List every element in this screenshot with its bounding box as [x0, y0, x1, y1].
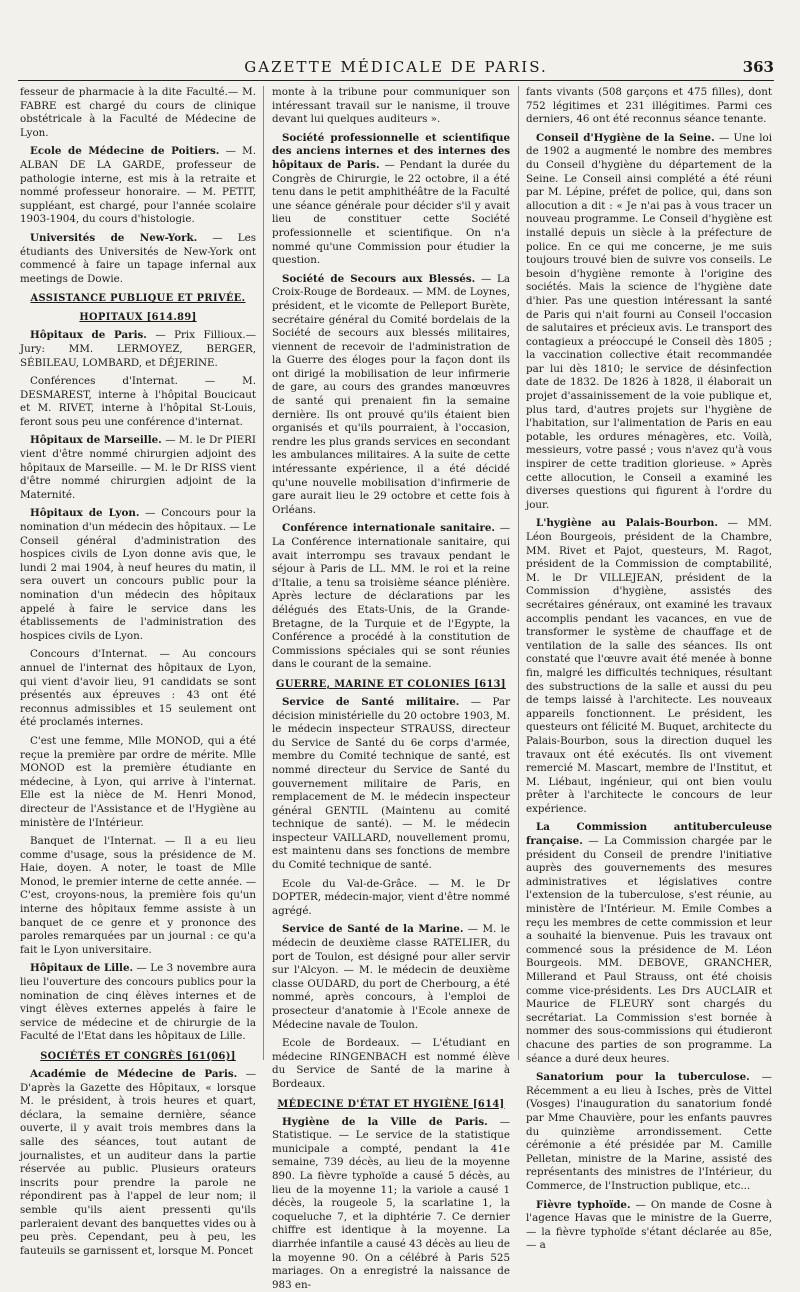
article-paragraph: [20, 86, 256, 140]
article-paragraph: [272, 1037, 510, 1091]
section-heading: ASSISTANCE PUBLIQUE ET PRIVÉE.: [30, 293, 246, 305]
article-text: — La Croix-Rouge de Bordeaux. — MM. de Loynes, président, et le vicomte de Pelleport Burète, secrétaire général du Comité bordelais de la Société de secours aux blessés militaires, viennent de recevoir de l'administration de la Guerre des éloges pour la façon dont ils ont dirigé la mobilisation de leur infirmerie de gare, au cours des grandes manœuvres de santé qui prenaient fin la semaine dernière. Ils ont prouvé qu'ils étaient bien organisés et qu'ils pourraient, à l'occasion, rendre les plus grands services en secondant les ambulances militaires. A la suite de cette intéressante expérience, il a été décidé qu'une nouvelle mobilisation d'infirmerie de gare aurait lieu le 29 octobre et cette fois à Orléans.: [272, 272, 510, 516]
article-lead: Hygiène de la Ville de Paris.: [282, 1115, 488, 1128]
article-paragraph: [20, 735, 256, 830]
column-middle: [272, 86, 511, 1291]
article-paragraph: [526, 517, 772, 816]
article-text: fants vivants (508 garçons et 475 filles), dont 752 légitimes et 231 illégitimes. Parmi ces derniers, 46 ont été reconnus séance tenante.: [526, 86, 772, 126]
article-text: — Le 3 novembre aura lieu l'ouverture des concours publics pour la nomination de cinq élèves internes et de vingt élèves externes appelés à faire le service de médecine et de chirurgie de la Faculté de l'Etat dans les hôpitaux de Lille.: [20, 962, 257, 1043]
article-text: Concours d'Internat. — Au concours annuel de l'internat des hôpitaux de Lyon, qui vient d'avoir lieu, 91 candidats se sont présentés aux épreuves : 43 ont été reconnus admissibles et 15 seulement ont été proclamés internes.: [20, 648, 256, 729]
article-paragraph: [20, 375, 256, 429]
article-text: C'est une femme, Mlle MONOD, qui a été reçue la première par ordre de mérite. Mlle MONOD est la première étudiante en médecine, à Lyon, qui arrive à l'internat. Elle est la nièce de M. Henri Monod, directeur de l'Assistance et de l'Hygiène au ministère de l'Intérieur.: [20, 734, 256, 829]
article-text: Banquet de l'Internat. — Il a eu lieu comme d'usage, sous la présidence de M. Haie, doyen. A noter, le toast de Mlle Monod, le premier interne de cette année. — C'est, croyons-nous, la première fois qu'un interne des hôpitaux femme assiste à un banquet de ce genre et y prononce des paroles remarquées par un journal : ce qu'a fait le Lyon universitaire.: [20, 835, 256, 956]
article-text: — Une loi de 1902 a augmenté le nombre des membres du Conseil d'hygiène du département de la Seine. Le Conseil ainsi complété a été réuni par M. Lépine, préfet de police, qui, dans son allocution a dit : « Je n'ai pas à vous tracer un nouveau programme. Le Conseil d'hygiène est installé depuis un siècle à la préfecture de police. En ce qui me concerne, je me suis toujours trouvé bien de suivre vos conseils. Le besoin d'hygiène remonte à l'origine des sociétés. Mais la science de l'hygiène date d'hier. Pas une question intéressant la santé de Paris qui n'ait fourni au Conseil l'occasion de salutaires et précieux avis. Le transport des contagieux a préoccupé le Conseil dès 1805 ; la vaccination collective était recommandée par lui dès 1810; le service de désinfection date de 1832. De 1826 à 1828, il élaborait un projet d'assainissement de la voie publique et, plus tard, d'autres projets sur l'hygiène de l'habitation, sur l'alimentation de Paris en eau potable, les ordures ménagères, etc. Voilà, messieurs, votre passé ; vous n'avez qu'à vous inspirer de cette tradition glorieuse. » Après cette allocution, le Conseil a examiné les diverses questions qui figurent à l'ordre du jour.: [526, 131, 772, 511]
article-lead: Société de Secours aux Blessés.: [282, 272, 476, 285]
article-text: — M. le Dr PIERI vient d'être nommé chirurgien adjoint des hôpitaux de Marseille. — M. le Dr RISS vient d'être nommé chirurgien adjoint de la Maternité.: [20, 434, 256, 501]
article-text: — D'après la Gazette des Hôpitaux, « lorsque M. le président, à trois heures et quart, déclara, la semaine dernière, séance ouverte, il y avait trois membres dans la salle des séances, tout autant de journalistes, et un auditeur dans la partie réservée au public. Plusieurs orateurs inscrits pour prendre la parole ne répondirent pas à l'appel de leur nom; il semble qu'ils aient pressenti qu'ils parleraient devant des banquettes vides ou à peu près. Cependant, peu à peu, les fauteuils se garnissent et, lorsque M. Poncet: [20, 1068, 257, 1257]
article-lead: Hôpitaux de Paris.: [30, 329, 147, 342]
article-text: — M. ALBAN DE LA GARDE, professeur de pathologie interne, est mis à la retraite et nommé professeur honoraire. — M. PETIT, suppléant, est chargé, pour l'année scolaire 1903-1904, du cours d'histologie.: [20, 145, 256, 226]
article-text: — La Conférence internationale sanitaire, qui avait interrompu ses travaux pendant le séjour à Paris de LL. MM. le roi et la reine d'Italie, a tenu sa troisième séance plénière. Après lecture de déclarations par les délégués des Etats-Unis, de la Grande-Bretagne, de la Turquie et de l'Egypte, la Conférence a procédé à la constitution de Commissions spéciales qui se sont réunies dans le courant de la semaine.: [272, 522, 510, 671]
article-lead: Hôpitaux de Lille.: [30, 962, 134, 975]
running-title: GAZETTE MÉDICALE DE PARIS.: [244, 58, 548, 76]
column-divider: [263, 86, 264, 1060]
article-text: Ecole de Bordeaux. — L'étudiant en médecine RINGENBACH est nommé élève du Service de Santé de la marine à Bordeaux.: [272, 1037, 510, 1090]
article-text: — Prix Fillioux.— Jury: MM. LERMOYEZ, BERGER, SÉBILEAU, LOMBARD, et DÉJERINE.: [20, 329, 256, 369]
column-divider: [518, 86, 519, 1060]
article-paragraph: [20, 434, 256, 502]
article-lead: Sanatorium pour la tuberculose.: [536, 1071, 750, 1084]
article-text: — Les étudiants des Universités de New-York ont commencé à faire un tapage infernal aux meetings de Dowie.: [20, 231, 256, 285]
article-paragraph: [20, 962, 256, 1044]
article-paragraph: [526, 132, 772, 513]
article-paragraph: [20, 648, 256, 730]
article-paragraph: [20, 232, 256, 286]
article-lead: Universités de New-York.: [30, 231, 198, 244]
article-paragraph: [20, 835, 256, 957]
article-text: — On mande de Cosne à l'agence Havas que le ministre de la Guerre, — la fièvre typhoïde s'étant déclarée au 85e, — a: [526, 1198, 773, 1252]
article-paragraph: [272, 86, 510, 127]
article-paragraph: [272, 273, 510, 518]
article-lead: Fièvre typhoïde.: [536, 1198, 631, 1211]
article-text: — Concours pour la nomination d'un médecin des hôpitaux. — Le Conseil général d'administration des hospices civils de Lyon donne avis que, le lundi 2 mai 1904, à neuf heures du matin, il sera ouvert un concours public pour la nomination d'un médecin des hôpitaux appelé à faire le service dans les établissements de l'administration des hospices civils de Lyon.: [20, 507, 256, 642]
article-paragraph: [20, 329, 256, 370]
article-text: Ecole du Val-de-Grâce. — M. le Dr DOPTER, médecin-major, vient d'être nommé agrégé.: [272, 877, 510, 917]
article-lead: La Commission antituberculeuse française.: [526, 821, 772, 848]
column-right: [526, 86, 773, 1252]
article-paragraph: [272, 522, 510, 672]
article-paragraph: [272, 923, 510, 1032]
article-lead: Service de Santé militaire.: [282, 695, 460, 708]
article-text: — Récemment a eu lieu à Isches, près de Vittel (Vosges) l'inauguration du sanatorium fondé par Mme Chauvière, pour les enfants pauvres du quinzième arrondissement. Cette cérémonie a été présidée par M. Camille Pelletan, ministre de la Marine, assisté des représentants des ministres de l'Intérieur, du Commerce, de l'Instruction publique, etc...: [526, 1071, 772, 1192]
section-heading: MÉDECINE D'ÉTAT ET HYGIÈNE [614]: [277, 1098, 505, 1110]
article-text: fesseur de pharmacie à la dite Faculté.— M. FABRE est chargé du cours de clinique obstétricale à la Faculté de Médecine de Lyon.: [20, 86, 256, 139]
section-heading: GUERRE, MARINE ET COLONIES [613]: [276, 678, 506, 690]
article-lead: Hôpitaux de Lyon.: [30, 507, 140, 520]
article-paragraph: [526, 1071, 772, 1193]
article-text: — MM. Léon Bourgeois, président de la Chambre, MM. Rivet et Pajot, questeurs, M. Ragot, président de la Commission de comptabilité, M. le Dr VILLEJEAN, président de la Commission d'hygiène, assistés des secrétaires généraux, ont examiné les travaux accomplis pendant les vacances, en vue de transformer le système de chauffage et de ventilation de la salle des séances. Ils ont constaté que l'œuvre avait été menée à bonne fin, malgré les difficultés techniques, résultant des substructions de la salle et aussi du peu de temps laissé à l'architecte. Les nouveaux appareils fonctionnent. Le président, les questeurs ont félicité M. Buquet, architecte du Palais-Bourbon, sous la direction duquel les travaux ont été exécutés. Ils ont vivement remercié M. Mascart, membre de l'Institut, et M. Liébaut, ingénieur, qui ont bien voulu prêter à l'architecte le concours de leur expérience.: [526, 517, 773, 815]
column-left: [20, 86, 257, 1257]
article-lead: Conseil d'Hygiène de la Seine.: [536, 131, 715, 144]
section-heading: SOCIÉTÉS ET CONGRÈS [61(06)]: [40, 1051, 236, 1062]
article-text: — M. le médecin de deuxième classe RATELIER, du port de Toulon, est désigné pour aller servir sur l'Alcyon. — M. le médecin de deuxième classe OUDARD, du port de Cherbourg, a été nommé, après concours, à l'emploi de prosecteur d'anatomie à l'Ecole annexe de Médecine navale de Toulon.: [272, 923, 510, 1031]
article-paragraph: [526, 1199, 772, 1253]
article-lead: Service de Santé de la Marine.: [282, 923, 464, 936]
article-text: — Statistique. — Le service de la statistique municipale a compté, pendant la 41e semaine, 739 décès, au lieu de la moyenne 890. La fièvre typhoïde a causé 5 décès, au lieu de la moyenne 11; la variole a causé 1 décès, la rougeole 5, la scarlatine 1, la coqueluche 7, et la diphtérie 7. Ce dernier chiffre est identique à la moyenne. La diarrhée infantile a causé 43 décès au lieu de la moyenne 90. On a célébré à Paris 525 mariages. On a enregistré la naissance de 983 en-: [272, 1115, 510, 1291]
article-paragraph: [272, 696, 510, 873]
article-lead: Conférence internationale sanitaire.: [282, 522, 496, 535]
page-number: 363: [742, 58, 774, 76]
page-header: [18, 58, 774, 81]
article-paragraph: [272, 1116, 510, 1292]
article-text: — Pendant la durée du Congrès de Chirurgie, le 22 octobre, il a été tenu dans le petit amphithéâtre de la Faculté une séance générale pour décider s'il y avait lieu de constituer cette Société professionnelle et scientifique. On n'a nommé qu'une Commission pour étudier la question.: [272, 158, 511, 267]
article-text: Conférences d'Internat. — M. DESMAREST, interne à l'hôpital Boucicaut et M. RIVET, interne à l'hôpital St-Louis, feront sous peu une conférence d'internat.: [20, 375, 256, 428]
article-paragraph: [20, 145, 256, 227]
article-paragraph: [526, 821, 772, 1066]
article-lead: Société professionnelle et scientifique des anciens internes et des internes des hôpitaux de Paris.: [272, 131, 510, 171]
article-text: — Par décision ministérielle du 20 octobre 1903, M. le médecin inspecteur STRAUSS, directeur du Service de Santé du 6e corps d'armée, membre du Comité technique de santé, est nommé directeur du Service de Santé du gouvernement militaire de Paris, en remplacement de M. le médecin inspecteur général GENTIL (Maintenu au comité technique de santé). — M. le médecin inspecteur VAILLARD, nouvellement promu, est maintenu dans ses fonctions de membre du Comité technique de santé.: [272, 695, 510, 872]
article-paragraph: [20, 1068, 256, 1258]
article-paragraph: [272, 878, 510, 919]
article-text: — La Commission chargée par le président du Conseil de prendre l'initiative auprès des gouvernements des mesures administratives et législatives contre l'extension de la tuberculose, s'est réunie, au ministère de l'Intérieur. M. Emile Combes a reçu les membres de cette commission et leur a souhaité la bienvenue. Puis les travaux ont commencé sous la présidence de M. Léon Bourgeois. MM. DEBOVE, GRANCHER, Millerand et Paul Strauss, ont été choisis comme vice-présidents. Les Drs AUCLAIR et Maurice de FLEURY sont chargés du secrétariat. La Commission s'est bornée à nommer des sous-commissions qui étudieront chacune des parties de son programme. La séance a duré deux heures.: [526, 835, 772, 1065]
article-lead: Ecole de Médecine de Poitiers.: [30, 145, 220, 158]
article-text: monte à la tribune pour communiquer son intéressant travail sur le nanisme, il trouve devant lui quelques auditeurs ».: [272, 86, 510, 126]
article-paragraph: [526, 86, 772, 127]
article-paragraph: [20, 507, 256, 643]
section-heading: HOPITAUX [614.89]: [79, 312, 197, 324]
article-lead: Académie de Médecine de Paris.: [30, 1068, 238, 1080]
article-lead: Hôpitaux de Marseille.: [30, 434, 162, 447]
article-paragraph: [272, 132, 510, 268]
article-lead: L'hygiène au Palais-Bourbon.: [536, 517, 719, 530]
